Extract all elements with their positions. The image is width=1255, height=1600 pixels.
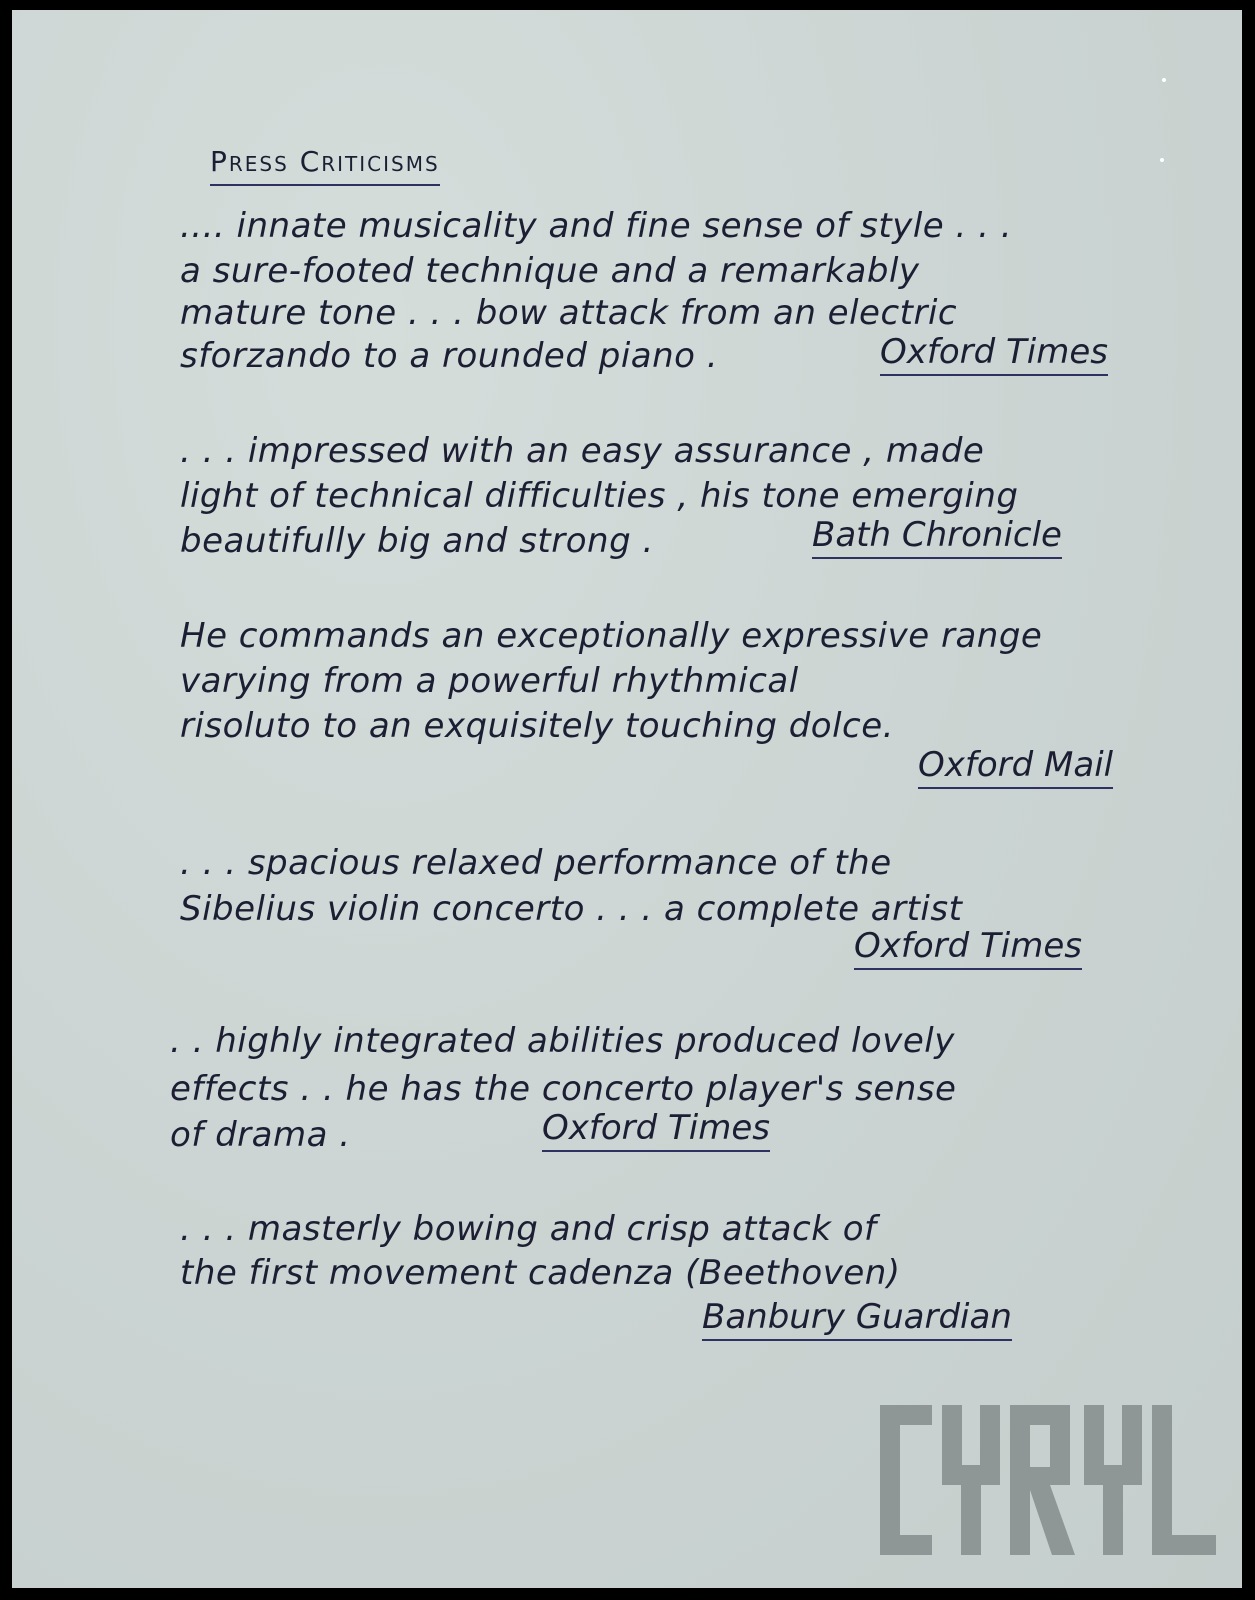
cyryl-logo: [880, 1405, 1216, 1555]
paper-speck: [1162, 78, 1166, 82]
review-2-source: Bath Chronicle: [812, 515, 1062, 559]
page-title: Press Criticisms: [210, 145, 440, 186]
review-2-line-2: light of technical difficulties , his tone emerging: [180, 476, 1019, 516]
review-2-line-3: beautifully big and strong .: [180, 521, 654, 561]
review-3-line-1: He commands an exceptionally expressive range: [180, 616, 1043, 656]
review-6-source: Banbury Guardian: [702, 1297, 1012, 1341]
review-2-line-1: . . . impressed with an easy assurance , made: [180, 431, 985, 471]
review-5-line-2: effects . . he has the concerto player's sense: [170, 1069, 957, 1109]
document-page: [12, 10, 1242, 1588]
review-3-source: Oxford Mail: [918, 745, 1113, 789]
review-1-source: Oxford Times: [880, 332, 1108, 376]
review-5-line-3: of drama .: [170, 1115, 351, 1155]
faint-letterhead-show-through: [532, 130, 1052, 173]
review-6-line-1: . . . masterly bowing and crisp attack of: [180, 1209, 877, 1249]
review-1-line-2: a sure-footed technique and a remarkably: [180, 251, 920, 291]
review-3-line-2: varying from a powerful rhythmical: [180, 661, 799, 701]
review-1-line-1: .... innate musicality and fine sense of style . . .: [180, 206, 1013, 246]
review-1-line-4: sforzando to a rounded piano .: [180, 336, 719, 376]
review-3-line-3: risoluto to an exquisitely touching dolce.: [180, 706, 894, 746]
paper-speck: [1160, 158, 1164, 162]
review-4-line-2: Sibelius violin concerto . . . a complete artist: [180, 889, 963, 929]
review-5-line-1: . . highly integrated abilities produced lovely: [170, 1021, 955, 1061]
review-4-source: Oxford Times: [854, 926, 1082, 970]
review-4-line-1: . . . spacious relaxed performance of the: [180, 843, 892, 883]
review-5-source: Oxford Times: [542, 1108, 770, 1152]
review-1-line-3: mature tone . . . bow attack from an electric: [180, 293, 958, 333]
review-6-line-2: the first movement cadenza (Beethoven): [180, 1253, 901, 1293]
